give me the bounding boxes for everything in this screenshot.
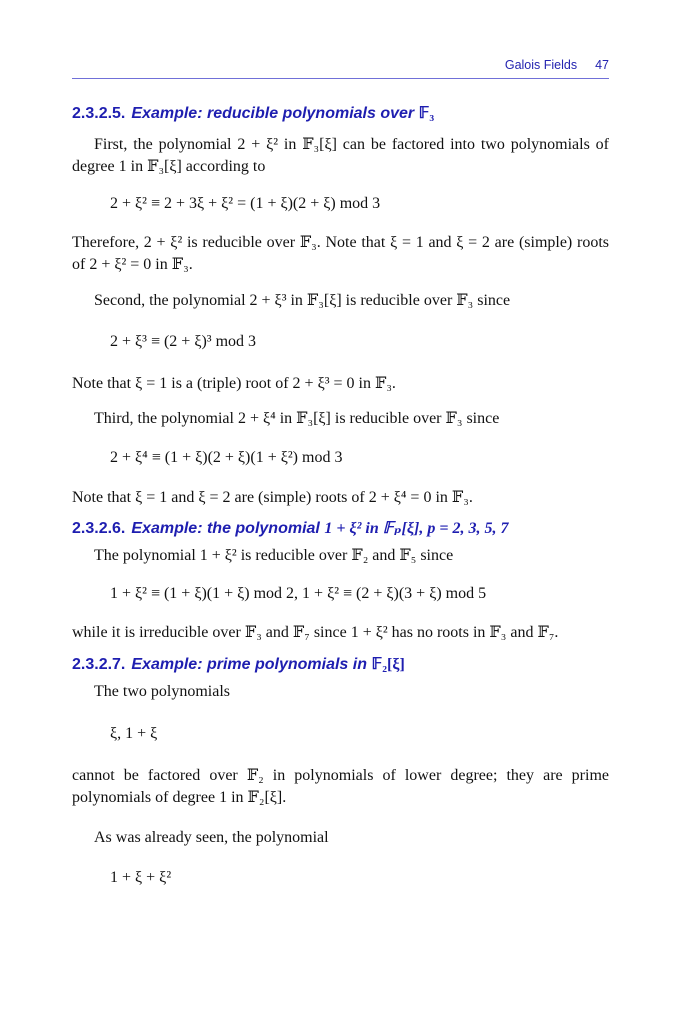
paragraph: Note that ξ = 1 is a (triple) root of 2 + ξ³ = 0 in 𝔽₃. bbox=[72, 375, 396, 392]
equation: 2 + ξ⁴ ≡ (1 + ξ)(2 + ξ)(1 + ξ²) mod 3 bbox=[110, 449, 343, 466]
paragraph: Second, the polynomial 2 + ξ³ in 𝔽₃[ξ] is reducible over 𝔽₃ since bbox=[94, 292, 511, 309]
section-title-math: 𝔽₂[ξ] bbox=[371, 656, 405, 673]
section-number: 2.3.2.7. bbox=[72, 656, 126, 673]
paragraph: while it is irreducible over 𝔽₃ and 𝔽₇ since 1 + ξ² has no roots in 𝔽₃ and 𝔽₇. bbox=[72, 624, 559, 641]
section-title: Example: the polynomial bbox=[131, 520, 320, 537]
paragraph: Note that ξ = 1 and ξ = 2 are (simple) roots of 2 + ξ⁴ = 0 in 𝔽₃. bbox=[72, 489, 473, 506]
equation: 1 + ξ² ≡ (1 + ξ)(1 + ξ) mod 2, 1 + ξ² ≡ (2 + ξ)(3 + ξ) mod 5 bbox=[110, 585, 487, 602]
section-heading-2-3-2-5 bbox=[72, 102, 609, 126]
equation: 2 + ξ³ ≡ (2 + ξ)³ mod 3 bbox=[110, 333, 257, 350]
running-head bbox=[505, 58, 609, 72]
paragraph: First, the polynomial 2 + ξ² in 𝔽₃[ξ] can be factored into two polynomials of degree 1 in 𝔽₃[ξ] according to bbox=[72, 136, 609, 175]
running-title: Galois Fields bbox=[504, 58, 578, 72]
section-title-math: 𝔽₃ bbox=[418, 105, 435, 122]
header-rule bbox=[72, 78, 609, 79]
paragraph: Third, the polynomial 2 + ξ⁴ in 𝔽₃[ξ] is reducible over 𝔽₃ since bbox=[94, 410, 500, 427]
section-title: Example: prime polynomials in bbox=[131, 656, 367, 673]
paragraph: As was already seen, the polynomial bbox=[94, 829, 329, 846]
section-title-math: 1 + ξ² in 𝔽ₚ[ξ], p = 2, 3, 5, 7 bbox=[324, 520, 509, 537]
section-title: Example: reducible polynomials over bbox=[131, 105, 415, 122]
equation: 1 + ξ + ξ² bbox=[110, 869, 172, 886]
section-heading-2-3-2-6 bbox=[72, 517, 609, 541]
paragraph: cannot be factored over 𝔽₂ in polynomials of lower degree; they are prime polynomials of degree 1 in 𝔽₂[ξ]. bbox=[72, 767, 609, 806]
equation: 2 + ξ² ≡ 2 + 3ξ + ξ² = (1 + ξ)(2 + ξ) mod 3 bbox=[110, 195, 381, 212]
page-number: 47 bbox=[595, 58, 609, 72]
paragraph: Therefore, 2 + ξ² is reducible over 𝔽₃. Note that ξ = 1 and ξ = 2 are (simple) roots of 2 + ξ² = 0 in 𝔽₃. bbox=[72, 234, 609, 273]
equation: ξ, 1 + ξ bbox=[110, 725, 158, 742]
paragraph: The two polynomials bbox=[94, 683, 230, 700]
section-number: 2.3.2.5. bbox=[72, 105, 126, 122]
section-heading-2-3-2-7 bbox=[72, 653, 609, 677]
page-content bbox=[72, 102, 609, 889]
paragraph: The polynomial 1 + ξ² is reducible over 𝔽₂ and 𝔽₅ since bbox=[94, 547, 454, 564]
section-number: 2.3.2.6. bbox=[72, 520, 126, 537]
